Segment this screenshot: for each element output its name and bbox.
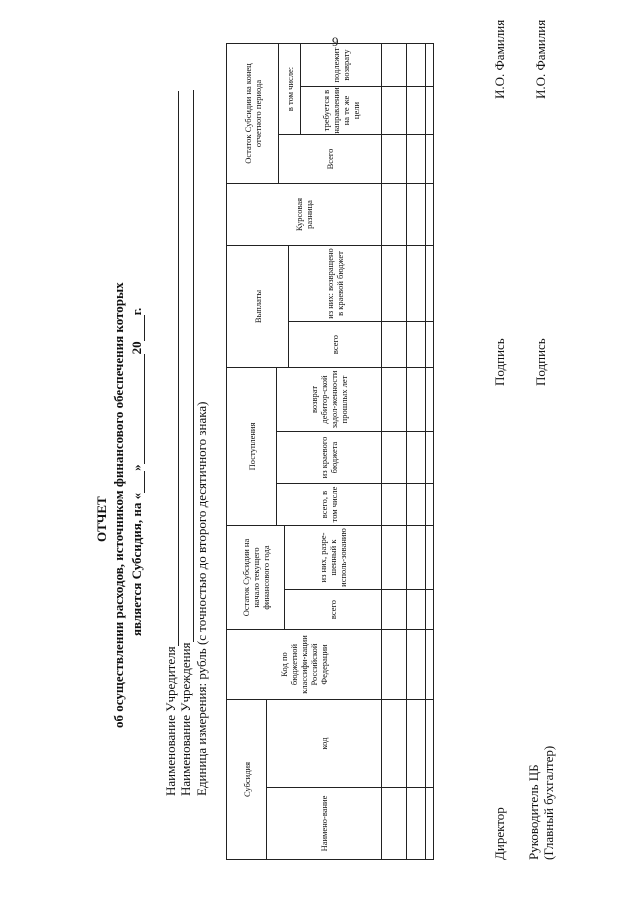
- table-cell: [382, 321, 407, 367]
- table-cell: [426, 629, 433, 699]
- founder-field: Наименование Учредителя: [163, 91, 179, 796]
- report-subtitle-line2: является Субсидия, на «»20г.: [129, 307, 144, 636]
- table-cell: [426, 699, 433, 787]
- table-cell: [382, 787, 407, 859]
- table-cell: [382, 699, 407, 787]
- th-budget-code: Код по бюджетной классифи-кации Российской Федерации: [227, 629, 382, 699]
- table-cell: [382, 589, 407, 629]
- table-cell: [426, 787, 433, 859]
- th-payments-total: всего: [289, 321, 382, 367]
- table-cell: [426, 245, 433, 321]
- table-cell: [382, 134, 407, 183]
- table-cell: [426, 86, 433, 134]
- report-title: ОТЧЕТ: [94, 496, 109, 542]
- cb-head-label-sub: (Главный бухгалтер): [541, 745, 556, 860]
- director-label: Директор: [492, 807, 507, 860]
- table-cell: [426, 431, 433, 483]
- table-cell: [382, 245, 407, 321]
- director-signature: Подпись: [492, 338, 507, 386]
- th-end-balance: Остаток Субсидии на конец отчетного периода: [227, 44, 279, 183]
- institution-field: Наименование Учреждения: [178, 90, 194, 796]
- table-cell: [382, 367, 407, 431]
- table-cell: [382, 525, 407, 589]
- cb-head-label: Руководитель ЦБ: [526, 764, 541, 860]
- th-payments: Выплаты: [227, 245, 289, 367]
- th-receipts-regional: из краевого бюджета: [277, 431, 382, 483]
- table-cell: [407, 321, 426, 367]
- cb-head-signature: Подпись: [533, 338, 548, 386]
- table-cell: [407, 483, 426, 525]
- table-cell: [407, 629, 426, 699]
- table-cell: [382, 183, 407, 245]
- th-end-incl: в том числе:: [279, 44, 301, 134]
- th-receipts-total: всего, в том числе: [277, 483, 382, 525]
- table-cell: [407, 787, 426, 859]
- page-number: 9: [332, 34, 339, 49]
- table-cell: [426, 483, 433, 525]
- subsidy-table: [226, 43, 434, 860]
- table-cell: [407, 183, 426, 245]
- th-end-return: подлежит возврату: [301, 44, 382, 86]
- th-start-total: всего: [285, 589, 382, 629]
- th-start-allowed: из них, разре-шенный к исполь-зованию: [285, 525, 382, 589]
- th-subsidy-code: код: [267, 699, 382, 787]
- th-end-total: Всего: [279, 134, 382, 183]
- table-cell: [407, 367, 426, 431]
- table-cell: [382, 629, 407, 699]
- table-cell: [407, 699, 426, 787]
- th-payments-returned: из них: возвращено в краевой бюджет: [289, 245, 382, 321]
- th-end-required: требуется в направлении на те же цели: [301, 86, 382, 134]
- th-receipts: Поступления: [227, 367, 277, 525]
- th-start-balance: Остаток Субсидии на начало текущего финансового года: [227, 525, 285, 629]
- th-fx-difference: Курсовая разница: [227, 183, 382, 245]
- table-cell: [426, 525, 433, 589]
- unit-label: Единица измерения: рубль (с точностью до второго десятичного знака): [194, 401, 209, 796]
- table-cell: [426, 321, 433, 367]
- table-cell: [382, 483, 407, 525]
- cb-head-name: И.О. Фамилия: [533, 19, 548, 99]
- table-cell: [407, 134, 426, 183]
- table-cell: [382, 44, 407, 86]
- director-name: И.О. Фамилия: [492, 19, 507, 99]
- th-subsidy: Субсидия: [227, 699, 267, 859]
- table-cell: [407, 589, 426, 629]
- table-cell: [426, 134, 433, 183]
- report-subtitle-line1: об осуществлении расходов, источником финансового обеспечения которых: [111, 282, 126, 728]
- table-cell: [407, 86, 426, 134]
- table-cell: [382, 431, 407, 483]
- table-cell: [426, 589, 433, 629]
- table-cell: [426, 367, 433, 431]
- table-cell: [426, 183, 433, 245]
- table-cell: [407, 245, 426, 321]
- table-cell: [407, 431, 426, 483]
- table-cell: [382, 86, 407, 134]
- table-cell: [407, 44, 426, 86]
- th-receipts-debt: возврат дебитор-ской задол-женности прошлых лет: [277, 367, 382, 431]
- table-cell: [426, 44, 433, 86]
- th-subsidy-name: Наимено-вание: [267, 787, 382, 859]
- table-cell: [407, 525, 426, 589]
